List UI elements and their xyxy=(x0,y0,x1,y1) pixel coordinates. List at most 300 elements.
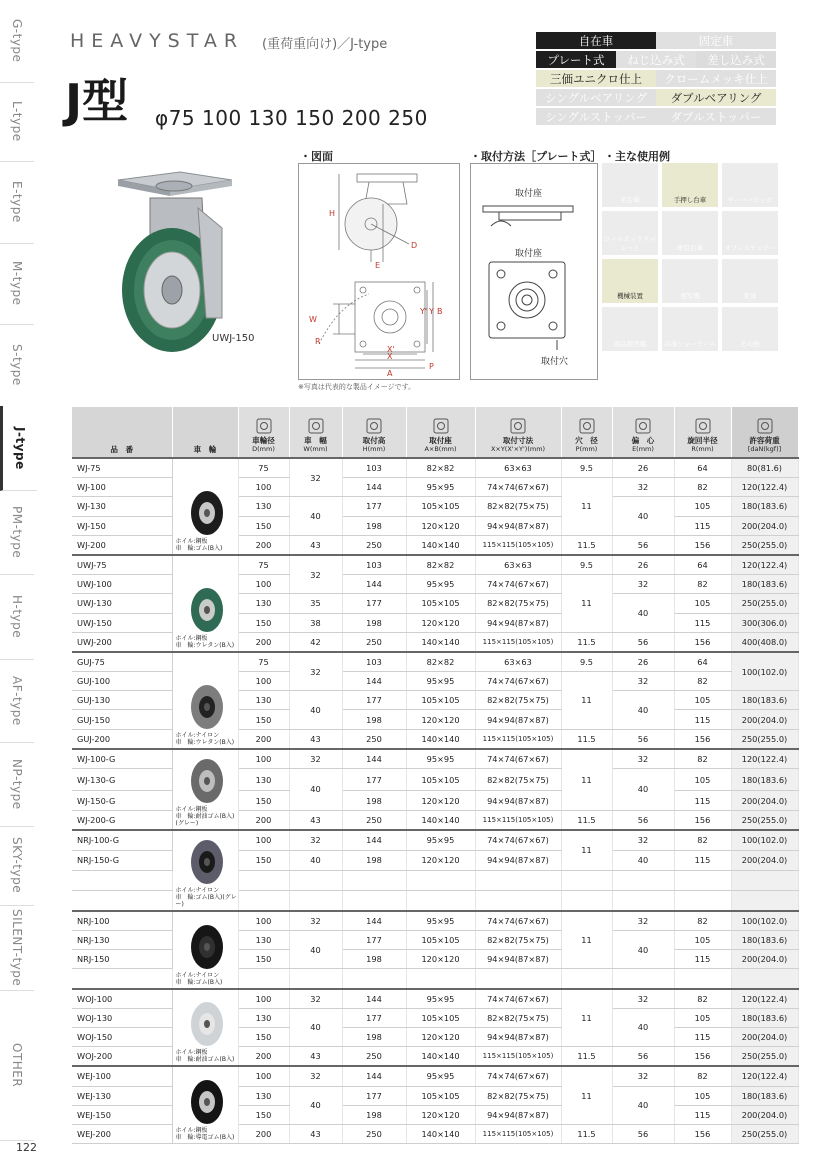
table-row xyxy=(72,749,798,769)
spec-cell: 100(102.0) xyxy=(731,911,798,931)
dim-A: A xyxy=(387,369,393,378)
usage-item-label: 手押し台車 xyxy=(673,196,707,204)
col-header-label: 許容荷重 xyxy=(749,436,780,445)
spec-cell: 32 xyxy=(289,652,342,691)
part-number: GUJ-100 xyxy=(72,672,172,691)
spec-cell: 115×115(105×105) xyxy=(475,535,561,555)
spec-cell: 200 xyxy=(238,810,289,830)
side-tab-label: NP-type xyxy=(10,758,24,810)
circle-icon xyxy=(256,418,272,434)
part-number: GUJ-200 xyxy=(72,729,172,749)
spec-cell: 32 xyxy=(289,911,342,931)
col-header-label: 取付高 xyxy=(362,436,386,445)
empty-cell xyxy=(289,870,342,890)
col-header xyxy=(289,407,342,458)
empty-cell xyxy=(72,870,172,890)
spec-cell: 200 xyxy=(238,1124,289,1143)
spec-cell: 56 xyxy=(612,729,674,749)
side-tab-label: L-type xyxy=(10,101,24,142)
height-icon xyxy=(366,418,382,434)
spec-cell: 40 xyxy=(289,691,342,729)
empty-cell xyxy=(475,969,561,989)
spec-cell: 11 xyxy=(561,575,612,633)
part-number: NRJ-150-G xyxy=(72,850,172,870)
spec-cell: 11 xyxy=(561,911,612,969)
wheel-icon xyxy=(187,488,227,538)
side-tab-j-type[interactable] xyxy=(0,406,37,491)
part-number: GUJ-75 xyxy=(72,652,172,672)
spec-cell: 32 xyxy=(612,911,674,931)
side-tab-other[interactable] xyxy=(0,990,34,1141)
part-number: WJ-100-G xyxy=(72,749,172,769)
spec-cell: 120×120 xyxy=(406,1105,475,1124)
part-number: UWJ-150 xyxy=(72,613,172,632)
mount-seat-label-2: 取付座 xyxy=(515,249,543,259)
table-row xyxy=(72,830,798,851)
empty-cell xyxy=(731,870,798,890)
spec-cell: 250 xyxy=(342,632,406,652)
spec-cell: 100 xyxy=(238,989,289,1009)
spec-cell: 105 xyxy=(674,691,731,710)
spec-cell: 150 xyxy=(238,710,289,729)
col-header-label: 取付寸法 xyxy=(502,436,534,445)
feature-swivel: 自在車 xyxy=(536,32,656,49)
usage-item-label: 複写機 xyxy=(680,292,700,300)
empty-cell xyxy=(238,870,289,890)
spec-cell: 11 xyxy=(561,478,612,536)
spec-cell: 95×95 xyxy=(406,911,475,931)
col-header xyxy=(475,407,561,458)
spec-cell: 95×95 xyxy=(406,749,475,769)
spec-cell: 94×94(87×87) xyxy=(475,1027,561,1046)
spec-cell: 32 xyxy=(612,749,674,769)
col-header-unit: W(mm) xyxy=(303,445,328,453)
spec-cell: 105×105 xyxy=(406,691,475,710)
spec-cell: 120×120 xyxy=(406,1027,475,1046)
part-number: WOJ-100 xyxy=(72,989,172,1009)
side-tab-label: M-type xyxy=(10,261,24,306)
spec-cell: 11.5 xyxy=(561,1047,612,1067)
side-tab-label: S-type xyxy=(10,344,24,386)
spec-cell: 150 xyxy=(238,1105,289,1124)
offset-icon xyxy=(635,418,651,434)
spec-cell: 105 xyxy=(674,1086,731,1105)
spec-cell: 38 xyxy=(289,613,342,632)
feature-double-bearing: ダブルベアリング xyxy=(656,89,776,106)
spec-cell: 144 xyxy=(342,830,406,851)
part-number: WOJ-130 xyxy=(72,1008,172,1027)
spec-cell: 80(81.6) xyxy=(731,458,798,478)
spec-cell: 82 xyxy=(674,478,731,497)
wheel-sizes: φ75 100 130 150 200 250 xyxy=(155,106,428,130)
spec-cell: 63×63 xyxy=(475,458,561,478)
spec-cell: 74×74(67×67) xyxy=(475,575,561,594)
part-number: UWJ-200 xyxy=(72,632,172,652)
spec-cell: 198 xyxy=(342,613,406,632)
spec-cell: 130 xyxy=(238,497,289,516)
wheel-cell xyxy=(172,458,238,555)
col-header-unit: H(mm) xyxy=(362,445,386,453)
dim-H: H xyxy=(329,209,336,218)
spec-cell: 115 xyxy=(674,613,731,632)
spec-cell: 11.5 xyxy=(561,632,612,652)
empty-cell xyxy=(561,870,612,890)
usage-item-label: ロールボックスパレット xyxy=(604,235,656,252)
part-number: NRJ-100 xyxy=(72,911,172,931)
spec-cell: 250 xyxy=(342,810,406,830)
part-number: WJ-100 xyxy=(72,478,172,497)
spec-cell: 130 xyxy=(238,769,289,791)
usage-item xyxy=(722,163,778,207)
part-number: WEJ-150 xyxy=(72,1105,172,1124)
empty-cell xyxy=(289,890,342,911)
col-header-label: 品 番 xyxy=(110,445,134,454)
wheel-icon xyxy=(187,585,227,635)
wheel-icon xyxy=(187,837,227,887)
empty-cell xyxy=(406,890,475,911)
usage-item xyxy=(662,307,718,351)
spec-cell: 95×95 xyxy=(406,989,475,1009)
spec-cell: 144 xyxy=(342,989,406,1009)
spec-cell: 42 xyxy=(289,632,342,652)
side-tab-l-type[interactable] xyxy=(0,82,34,162)
spec-cell: 250 xyxy=(342,1124,406,1143)
spec-cell: 11.5 xyxy=(561,535,612,555)
photo-disclaimer: ※写真は代表的な製品イメージです。 xyxy=(298,383,416,391)
spec-cell: 40 xyxy=(612,850,674,870)
spec-cell: 40 xyxy=(289,1086,342,1124)
usage-item xyxy=(722,307,778,351)
series-side-tabs xyxy=(0,0,34,1140)
side-tab-sky-type[interactable] xyxy=(0,826,34,906)
spec-cell: 74×74(67×67) xyxy=(475,1066,561,1086)
empty-cell xyxy=(561,969,612,989)
spec-cell: 198 xyxy=(342,1105,406,1124)
dim-B: B xyxy=(437,307,443,316)
spec-cell: 94×94(87×87) xyxy=(475,613,561,632)
spec-cell: 140×140 xyxy=(406,729,475,749)
spec-cell: 150 xyxy=(238,516,289,535)
spec-cell: 115 xyxy=(674,516,731,535)
spec-cell: 105 xyxy=(674,594,731,613)
spec-cell: 200 xyxy=(238,1047,289,1067)
spec-cell: 120×120 xyxy=(406,850,475,870)
usage-item-label: 機械装置 xyxy=(617,292,643,300)
spec-cell: 400(408.0) xyxy=(731,632,798,652)
spec-cell: 120(122.4) xyxy=(731,749,798,769)
dim-D: D xyxy=(411,241,418,250)
table-row xyxy=(72,911,798,931)
wheel-cell xyxy=(172,749,238,830)
spec-cell: 11 xyxy=(561,830,612,870)
spec-cell: 94×94(87×87) xyxy=(475,710,561,729)
spec-cell: 200(204.0) xyxy=(731,710,798,729)
col-header-label: 偏 心 xyxy=(631,436,655,445)
spec-cell: 156 xyxy=(674,535,731,555)
spec-cell: 43 xyxy=(289,1124,342,1143)
empty-cell xyxy=(342,969,406,989)
spec-cell: 75 xyxy=(238,652,289,672)
spec-cell: 150 xyxy=(238,1027,289,1046)
spec-cell: 120(122.4) xyxy=(731,989,798,1009)
spec-cell: 32 xyxy=(612,478,674,497)
spec-cell: 200(204.0) xyxy=(731,950,798,969)
spec-cell: 74×74(67×67) xyxy=(475,749,561,769)
spec-cell: 156 xyxy=(674,1124,731,1143)
wheel-cell xyxy=(172,989,238,1067)
wheel-cell xyxy=(172,1066,238,1143)
spec-cell: 115×115(105×105) xyxy=(475,1124,561,1143)
mounting-heading: ・取付方法［プレート式］ xyxy=(470,150,602,163)
table-row xyxy=(72,458,798,478)
usage-item-label: 牽引台車 xyxy=(677,244,703,252)
part-number: WOJ-150 xyxy=(72,1027,172,1046)
col-header-label: 車 輪 xyxy=(193,445,217,454)
spec-cell: 56 xyxy=(612,1047,674,1067)
part-number: UWJ-75 xyxy=(72,555,172,575)
feature-single-stopper: シングルストッパー xyxy=(536,108,656,125)
spec-cell: 32 xyxy=(289,555,342,594)
feature-chrome: クロームメッキ仕上 xyxy=(656,70,776,87)
wheel-icon xyxy=(187,922,227,972)
spec-cell: 100 xyxy=(238,575,289,594)
spec-cell: 95×95 xyxy=(406,830,475,851)
spec-cell: 177 xyxy=(342,594,406,613)
usage-heading: ・主な使用例 xyxy=(604,150,670,163)
spec-cell: 100 xyxy=(238,672,289,691)
feature-stem: 差し込み式 xyxy=(696,51,776,68)
col-header-unit: [daN(kgf)] xyxy=(747,445,782,453)
usage-item-label: 冷凍ショーケース xyxy=(664,340,716,348)
spec-cell: 40 xyxy=(289,769,342,811)
wheel-material: ホイル:ナイロン 車 輪:ゴム(B入)(グレー) xyxy=(175,886,237,908)
spec-cell: 40 xyxy=(612,594,674,632)
spec-cell: 140×140 xyxy=(406,632,475,652)
spec-cell: 11.5 xyxy=(561,729,612,749)
drawing-heading: ・図面 xyxy=(300,150,333,163)
wheel-material: ホイル:鋼板 車 輪:導電ゴム(B入) xyxy=(175,1127,235,1142)
wheel-icon xyxy=(187,756,227,806)
spec-cell: 82×82(75×75) xyxy=(475,1086,561,1105)
spec-cell: 40 xyxy=(289,1008,342,1046)
spec-cell: 100 xyxy=(238,1066,289,1086)
table-row xyxy=(72,1066,798,1086)
wheel-material: ホイル:ナイロン 車 輪:ゴム(B入) xyxy=(175,971,223,986)
spec-cell: 156 xyxy=(674,729,731,749)
empty-cell xyxy=(289,969,342,989)
spec-cell: 32 xyxy=(612,989,674,1009)
spec-cell: 105×105 xyxy=(406,1008,475,1027)
spec-cell: 180(183.6) xyxy=(731,1008,798,1027)
side-tab-label: PM-type xyxy=(10,505,24,559)
spec-cell: 198 xyxy=(342,791,406,810)
empty-cell xyxy=(612,969,674,989)
side-tab-pm-type[interactable] xyxy=(0,490,34,575)
feature-trivalent-zinc: 三価ユニクロ仕上 xyxy=(536,70,656,87)
spec-cell: 144 xyxy=(342,1066,406,1086)
spec-cell: 103 xyxy=(342,458,406,478)
spec-table xyxy=(72,407,799,1144)
usage-item-label: 商品陳列棚 xyxy=(613,340,647,348)
col-header-label: 車輪径 xyxy=(252,436,275,445)
spec-cell: 82×82(75×75) xyxy=(475,769,561,791)
spec-cell: 130 xyxy=(238,1008,289,1027)
spec-cell: 200(204.0) xyxy=(731,516,798,535)
spec-cell: 64 xyxy=(674,652,731,672)
spec-cell: 82×82 xyxy=(406,652,475,672)
col-header xyxy=(674,407,731,458)
dim-Y: Y xyxy=(429,307,434,316)
usage-item xyxy=(602,211,658,255)
spec-cell: 82×82 xyxy=(406,458,475,478)
spec-cell: 94×94(87×87) xyxy=(475,950,561,969)
spec-cell: 82×82(75×75) xyxy=(475,931,561,950)
spec-cell: 74×74(67×67) xyxy=(475,672,561,691)
usage-item xyxy=(602,163,658,207)
side-tab-af-type[interactable] xyxy=(0,659,34,743)
spec-cell: 150 xyxy=(238,613,289,632)
spec-cell: 180(183.6) xyxy=(731,1086,798,1105)
spec-cell: 130 xyxy=(238,1086,289,1105)
spec-cell: 150 xyxy=(238,950,289,969)
feature-threaded: ねじ込み式 xyxy=(616,51,696,68)
spec-cell: 115 xyxy=(674,1105,731,1124)
spec-cell: 140×140 xyxy=(406,810,475,830)
spec-cell: 82×82(75×75) xyxy=(475,497,561,516)
spec-cell: 115×115(105×105) xyxy=(475,729,561,749)
wheel-cell xyxy=(172,830,238,911)
spec-cell: 180(183.6) xyxy=(731,497,798,516)
table-row xyxy=(72,989,798,1009)
spec-cell: 40 xyxy=(289,497,342,535)
empty-cell xyxy=(475,890,561,911)
spec-cell: 105 xyxy=(674,497,731,516)
col-header-unit xyxy=(72,454,172,457)
feature-rigid: 固定車 xyxy=(656,32,776,49)
usage-item xyxy=(662,211,718,255)
part-number: WJ-150-G xyxy=(72,791,172,810)
spec-cell: 75 xyxy=(238,555,289,575)
spec-cell: 82 xyxy=(674,911,731,931)
part-number: WJ-75 xyxy=(72,458,172,478)
spec-cell: 250(255.0) xyxy=(731,729,798,749)
wheel-material: ホイル:鋼板 車 輪:耐油ゴム(B入)(グレー) xyxy=(175,805,235,827)
spec-cell: 32 xyxy=(289,458,342,497)
feature-matrix xyxy=(536,32,776,127)
part-number: WJ-130 xyxy=(72,497,172,516)
spec-cell: 144 xyxy=(342,749,406,769)
spec-cell: 144 xyxy=(342,672,406,691)
brand-subtitle: (重荷重向け)／J-type xyxy=(262,37,388,52)
col-header-unit xyxy=(173,454,238,457)
wheel-material: ホイル:ナイロン 車 輪:ウレタン(B入) xyxy=(175,731,235,746)
spec-cell: 40 xyxy=(612,497,674,535)
spec-cell: 64 xyxy=(674,458,731,478)
spec-cell: 115 xyxy=(674,950,731,969)
side-tab-m-type[interactable] xyxy=(0,243,34,325)
usage-item-label: オフィスチェアー xyxy=(724,244,776,252)
side-tab-silent-type[interactable] xyxy=(0,905,34,991)
spec-cell: 180(183.6) xyxy=(731,769,798,791)
spec-cell: 11.5 xyxy=(561,1124,612,1143)
spec-cell: 105×105 xyxy=(406,594,475,613)
spec-cell: 56 xyxy=(612,535,674,555)
side-tab-label: AF-type xyxy=(10,675,24,726)
empty-cell xyxy=(674,870,731,890)
dimension-drawing xyxy=(298,163,460,380)
col-header-unit: P(mm) xyxy=(575,445,598,453)
empty-cell xyxy=(238,969,289,989)
swivel-icon xyxy=(695,418,711,434)
wheel-material: ホイル:鋼板 車 輪:ゴム(B入) xyxy=(175,537,223,552)
spec-cell: 11.5 xyxy=(561,810,612,830)
part-number: WJ-200 xyxy=(72,535,172,555)
col-header xyxy=(612,407,674,458)
dim-R: R xyxy=(315,337,321,346)
spec-cell: 35 xyxy=(289,594,342,613)
spec-cell: 100 xyxy=(238,830,289,851)
spec-cell: 200(204.0) xyxy=(731,1105,798,1124)
side-tab-e-type[interactable] xyxy=(0,161,34,244)
side-tab-s-type[interactable] xyxy=(0,324,34,407)
dim-E: E xyxy=(375,261,381,270)
spec-cell: 250(255.0) xyxy=(731,1047,798,1067)
side-tab-np-type[interactable] xyxy=(0,742,34,827)
empty-cell xyxy=(406,870,475,890)
spec-cell: 144 xyxy=(342,575,406,594)
spec-cell: 74×74(67×67) xyxy=(475,911,561,931)
spec-cell: 200 xyxy=(238,632,289,652)
col-header-unit: R(mm) xyxy=(691,445,714,453)
spec-cell: 198 xyxy=(342,710,406,729)
spec-cell: 82 xyxy=(674,575,731,594)
spec-cell: 63×63 xyxy=(475,652,561,672)
spec-cell: 105×105 xyxy=(406,497,475,516)
holes-icon xyxy=(510,418,526,434)
spec-cell: 11 xyxy=(561,672,612,730)
spec-cell: 103 xyxy=(342,652,406,672)
spec-cell: 120×120 xyxy=(406,613,475,632)
spec-cell: 95×95 xyxy=(406,478,475,497)
spec-cell: 95×95 xyxy=(406,1066,475,1086)
spec-cell: 140×140 xyxy=(406,1124,475,1143)
spec-cell: 100(102.0) xyxy=(731,830,798,851)
spec-cell: 250(255.0) xyxy=(731,810,798,830)
usage-item-label: 家具 xyxy=(743,292,757,300)
spec-cell: 150 xyxy=(238,791,289,810)
spec-cell: 32 xyxy=(289,1066,342,1086)
spec-cell: 40 xyxy=(289,931,342,969)
spec-cell: 177 xyxy=(342,931,406,950)
side-tab-label: OTHER xyxy=(10,1042,24,1088)
spec-cell: 9.5 xyxy=(561,458,612,478)
spec-cell: 115 xyxy=(674,791,731,810)
spec-cell: 140×140 xyxy=(406,535,475,555)
spec-cell: 105 xyxy=(674,1008,731,1027)
spec-cell: 9.5 xyxy=(561,652,612,672)
empty-cell xyxy=(475,870,561,890)
spec-cell: 11 xyxy=(561,1066,612,1124)
mount-hole-label: 取付穴 xyxy=(541,357,569,367)
spec-cell: 64 xyxy=(674,555,731,575)
side-tab-g-type[interactable] xyxy=(0,0,34,83)
spec-cell: 32 xyxy=(289,830,342,851)
photo-caption: UWJ-150 xyxy=(212,333,255,344)
spec-cell: 95×95 xyxy=(406,575,475,594)
spec-cell: 140×140 xyxy=(406,1047,475,1067)
wheel-icon xyxy=(187,1077,227,1127)
side-tab-h-type[interactable] xyxy=(0,574,34,660)
